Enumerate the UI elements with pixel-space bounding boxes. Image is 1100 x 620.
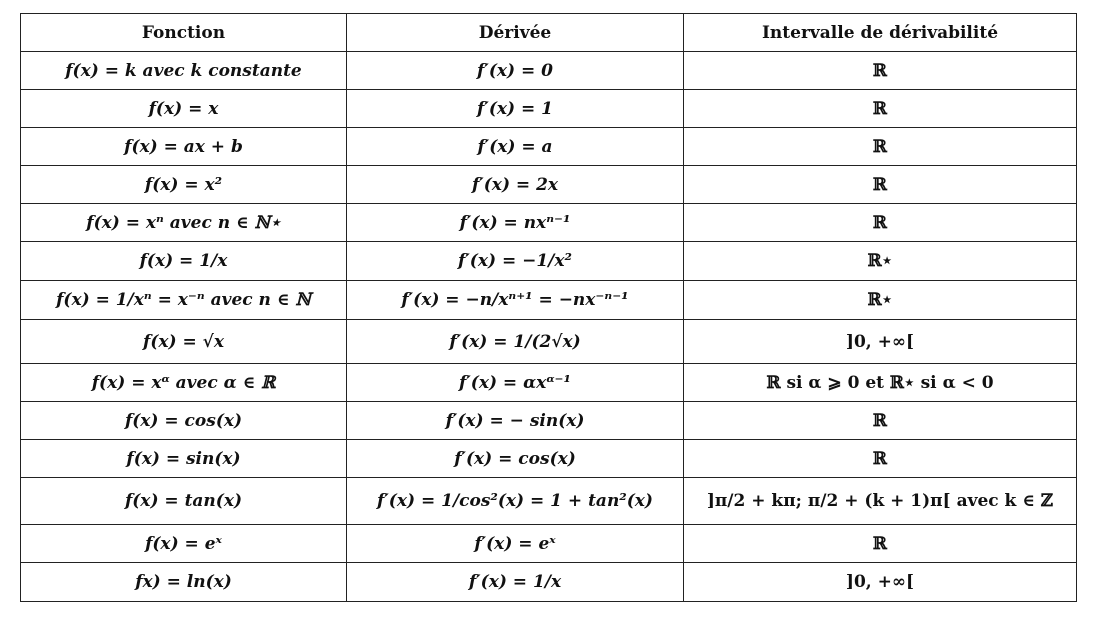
cell-derivee: f′(x) = − sin(x) bbox=[347, 402, 684, 440]
table-row bbox=[21, 204, 1077, 242]
cell-fonction: f(x) = xⁿ avec n ∈ ℕ⋆ bbox=[21, 204, 347, 242]
header-derivee: Dérivée bbox=[347, 14, 684, 52]
cell-fonction: f(x) = sin(x) bbox=[21, 440, 347, 478]
cell-intervalle: ℝ bbox=[684, 204, 1077, 242]
cell-fonction: f(x) = 1/x bbox=[21, 242, 347, 281]
cell-fonction: f(x) = √x bbox=[21, 320, 347, 364]
cell-fonction: f(x) = eˣ bbox=[21, 525, 347, 563]
table-row bbox=[21, 128, 1077, 166]
cell-fonction: f(x) = xᵅ avec α ∈ ℝ bbox=[21, 364, 347, 402]
cell-intervalle: ℝ bbox=[684, 166, 1077, 204]
table-row bbox=[21, 440, 1077, 478]
cell-derivee: f′(x) = 0 bbox=[347, 52, 684, 90]
table-row bbox=[21, 52, 1077, 90]
cell-fonction: f(x) = tan(x) bbox=[21, 478, 347, 525]
table-row bbox=[21, 242, 1077, 281]
cell-fonction: f(x) = 1/xⁿ = x⁻ⁿ avec n ∈ ℕ bbox=[21, 281, 347, 320]
table-row bbox=[21, 563, 1077, 602]
cell-derivee: f′(x) = −1/x² bbox=[347, 242, 684, 281]
table-row bbox=[21, 364, 1077, 402]
cell-derivee: f′(x) = 2x bbox=[347, 166, 684, 204]
cell-intervalle: ℝ si α ⩾ 0 et ℝ⋆ si α < 0 bbox=[684, 364, 1077, 402]
cell-derivee: f′(x) = 1/cos²(x) = 1 + tan²(x) bbox=[347, 478, 684, 525]
cell-intervalle: ℝ bbox=[684, 52, 1077, 90]
cell-intervalle: ℝ⋆ bbox=[684, 242, 1077, 281]
cell-derivee: f′(x) = nxⁿ⁻¹ bbox=[347, 204, 684, 242]
cell-derivee: f′(x) = αxᵅ⁻¹ bbox=[347, 364, 684, 402]
table-row bbox=[21, 90, 1077, 128]
table-row bbox=[21, 525, 1077, 563]
header-row bbox=[21, 14, 1077, 52]
cell-intervalle: ℝ bbox=[684, 525, 1077, 563]
cell-fonction: fx) = ln(x) bbox=[21, 563, 347, 602]
cell-fonction: f(x) = k avec k constante bbox=[21, 52, 347, 90]
derivatives-table bbox=[20, 13, 1077, 602]
cell-intervalle: ℝ bbox=[684, 402, 1077, 440]
cell-derivee: f′(x) = −n/xⁿ⁺¹ = −nx⁻ⁿ⁻¹ bbox=[347, 281, 684, 320]
cell-intervalle: ℝ bbox=[684, 90, 1077, 128]
cell-fonction: f(x) = cos(x) bbox=[21, 402, 347, 440]
cell-intervalle: ]π/2 + kπ; π/2 + (k + 1)π[ avec k ∈ ℤ bbox=[684, 478, 1077, 525]
cell-fonction: f(x) = x² bbox=[21, 166, 347, 204]
cell-intervalle: ℝ bbox=[684, 440, 1077, 478]
header-intervalle: Intervalle de dérivabilité bbox=[684, 14, 1077, 52]
cell-intervalle: ℝ⋆ bbox=[684, 281, 1077, 320]
cell-derivee: f′(x) = 1/x bbox=[347, 563, 684, 602]
table-row bbox=[21, 166, 1077, 204]
cell-derivee: f′(x) = 1/(2√x) bbox=[347, 320, 684, 364]
table-row bbox=[21, 320, 1077, 364]
table-row bbox=[21, 402, 1077, 440]
cell-fonction: f(x) = x bbox=[21, 90, 347, 128]
table-row bbox=[21, 281, 1077, 320]
cell-intervalle: ]0, +∞[ bbox=[684, 320, 1077, 364]
table-row bbox=[21, 478, 1077, 525]
cell-intervalle: ]0, +∞[ bbox=[684, 563, 1077, 602]
cell-derivee: f′(x) = eˣ bbox=[347, 525, 684, 563]
cell-derivee: f′(x) = a bbox=[347, 128, 684, 166]
cell-derivee: f′(x) = 1 bbox=[347, 90, 684, 128]
header-fonction: Fonction bbox=[21, 14, 347, 52]
cell-derivee: f′(x) = cos(x) bbox=[347, 440, 684, 478]
cell-fonction: f(x) = ax + b bbox=[21, 128, 347, 166]
cell-intervalle: ℝ bbox=[684, 128, 1077, 166]
